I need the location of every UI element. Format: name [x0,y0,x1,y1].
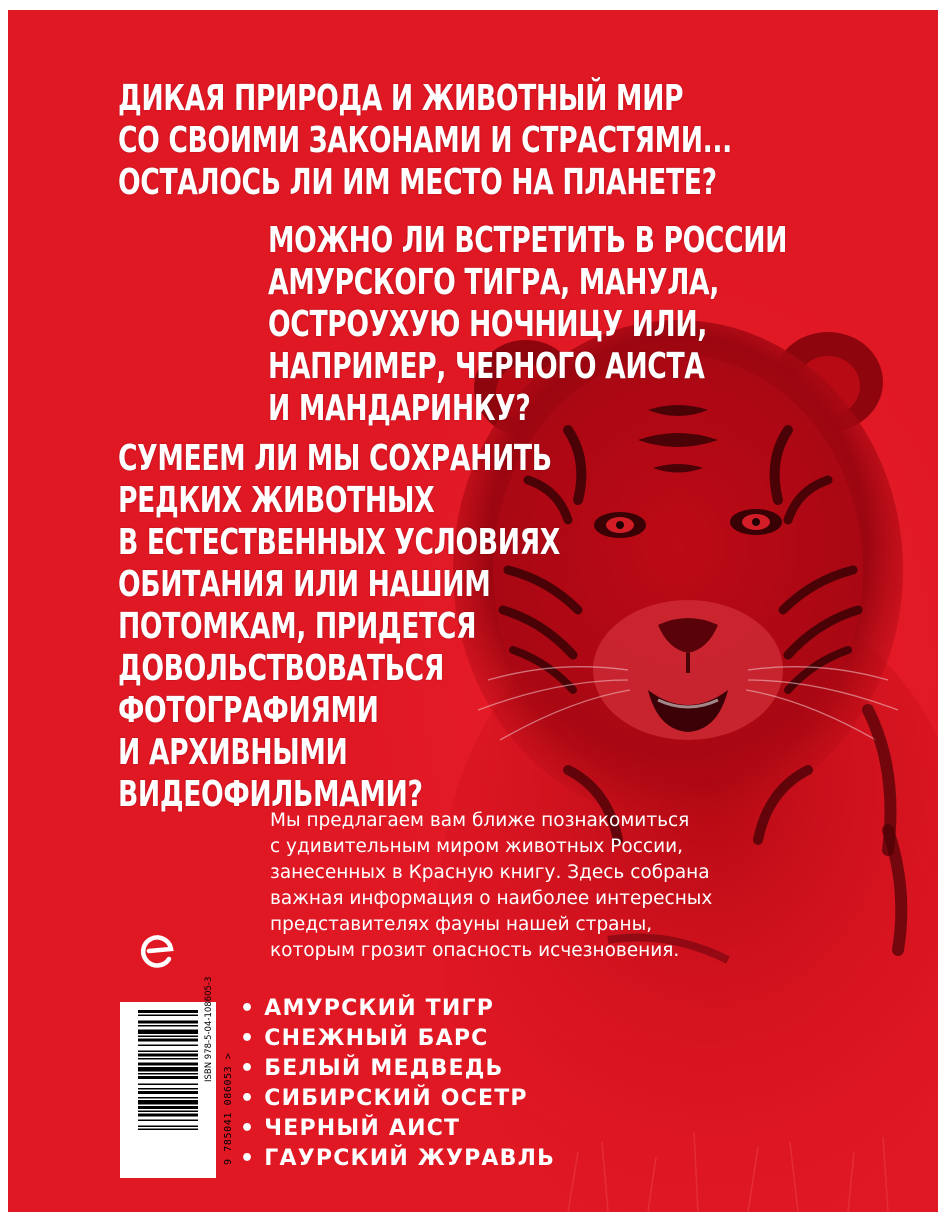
species-name: ЧЕРНЫЙ АИСТ [264,1116,461,1141]
barcode-bar [138,1063,198,1066]
headline-block-3 [118,438,560,816]
barcode-bar [138,1088,198,1090]
barcode-bar [138,1076,198,1079]
bullet: • [240,1086,256,1111]
headline-line: ОСТРОУХУЮ НОЧНИЦУ ИЛИ, [268,304,707,345]
headline-line: ВИДЕОФИЛЬМАМИ? [118,774,423,815]
species-item [240,1144,555,1174]
species-name: СИБИРСКИЙ ОСЕТР [264,1086,528,1111]
headline-line: СО СВОИМИ ЗАКОНАМИ И СТРАСТЯМИ... [118,120,732,161]
barcode-bar [138,1084,198,1086]
barcode-bar [138,1067,198,1072]
headline-line: И МАНДАРИНКУ? [268,388,531,429]
barcode-bar [138,1036,198,1038]
barcode-bar [138,1126,198,1128]
back-cover [8,10,938,1212]
barcode-bar [138,1015,198,1017]
barcode-bar [138,1045,198,1047]
barcode-bars [120,1002,216,1178]
species-name: ГАУРСКИЙ ЖУРАВЛЬ [264,1146,556,1171]
description-line: Мы предлагаем вам ближе познакомиться [270,810,690,831]
description-line: представителях фауны нашей страны, [270,914,653,935]
eksmo-e-logo-icon [138,932,178,972]
species-item [240,994,555,1024]
barcode-bar [138,1129,198,1131]
barcode-bar [138,1114,198,1117]
bullet: • [240,1056,256,1081]
headline-line: ОСТАЛОСЬ ЛИ ИМ МЕСТО НА ПЛАНЕТЕ? [118,162,717,203]
bullet: • [240,996,256,1021]
species-list [240,994,555,1174]
barcode-bar [138,1106,198,1109]
isbn-barcode [120,976,234,1178]
headline-line: ДОВОЛЬСТВОВАТЬСЯ [118,648,444,689]
headline-line: АМУРСКОГО ТИГРА, МАНУЛА, [268,262,719,303]
barcode-bar [138,1097,198,1099]
description-line: важная информация о наиболее интересных [270,888,713,909]
species-name: БЕЛЫЙ МЕДВЕДЬ [264,1056,504,1081]
barcode-bar [138,1100,198,1105]
species-item [240,1114,555,1144]
bullet: • [240,1146,256,1171]
headline-line: СУМЕЕМ ЛИ МЫ СОХРАНИТЬ [118,438,552,479]
headline-line: ФОТОГРАФИЯМИ [118,690,379,731]
barcode-bar [138,1030,198,1035]
headline-line: РЕДКИХ ЖИВОТНЫХ [118,480,435,521]
barcode-bar [138,1111,198,1113]
description-paragraph [270,808,712,964]
headline-line: НАПРИМЕР, ЧЕРНОГО АИСТА [268,346,705,387]
headline-block-2 [268,220,787,430]
barcode-digits: 9 785041 086053 > [223,1052,234,1165]
description-line: которым грозит опасность исчезновения. [270,940,680,961]
barcode-bar [138,1010,198,1013]
headline-block-1 [118,78,732,204]
barcode-bar [138,1025,198,1027]
headline-line: В ЕСТЕСТВЕННЫХ УСЛОВИЯХ [118,522,560,563]
barcode-bar [138,1058,198,1060]
headline-line: МОЖНО ЛИ ВСТРЕТИТЬ В РОССИИ [268,220,788,261]
species-item [240,1024,555,1054]
isbn-label: ISBN 978-5-04-108605-3 [204,976,214,1082]
barcode-bar [138,1039,198,1042]
headline-line: ДИКАЯ ПРИРОДА И ЖИВОТНЫЙ МИР [118,78,684,119]
bullet: • [240,1116,256,1141]
species-name: АМУРСКИЙ ТИГР [264,996,495,1021]
species-item [240,1054,555,1084]
description-line: с удивительным миром животных России, [270,836,684,857]
headline-line: ПОТОМКАМ, ПРИДЕТСЯ [118,606,477,647]
barcode-bar [138,1073,198,1075]
barcode-bar [138,1054,198,1057]
description-line: занесенных в Красную книгу. Здесь собрана [270,862,710,883]
barcode-bar [138,1051,198,1053]
headline-line: И АРХИВНЫМИ [118,732,348,773]
barcode-bar [138,1021,198,1024]
barcode-bar [138,1120,198,1122]
bullet: • [240,1026,256,1051]
barcode-bar [138,1091,198,1094]
species-item [240,1084,555,1114]
species-name: СНЕЖНЫЙ БАРС [264,1026,489,1051]
headline-line: ОБИТАНИЯ ИЛИ НАШИМ [118,564,491,605]
